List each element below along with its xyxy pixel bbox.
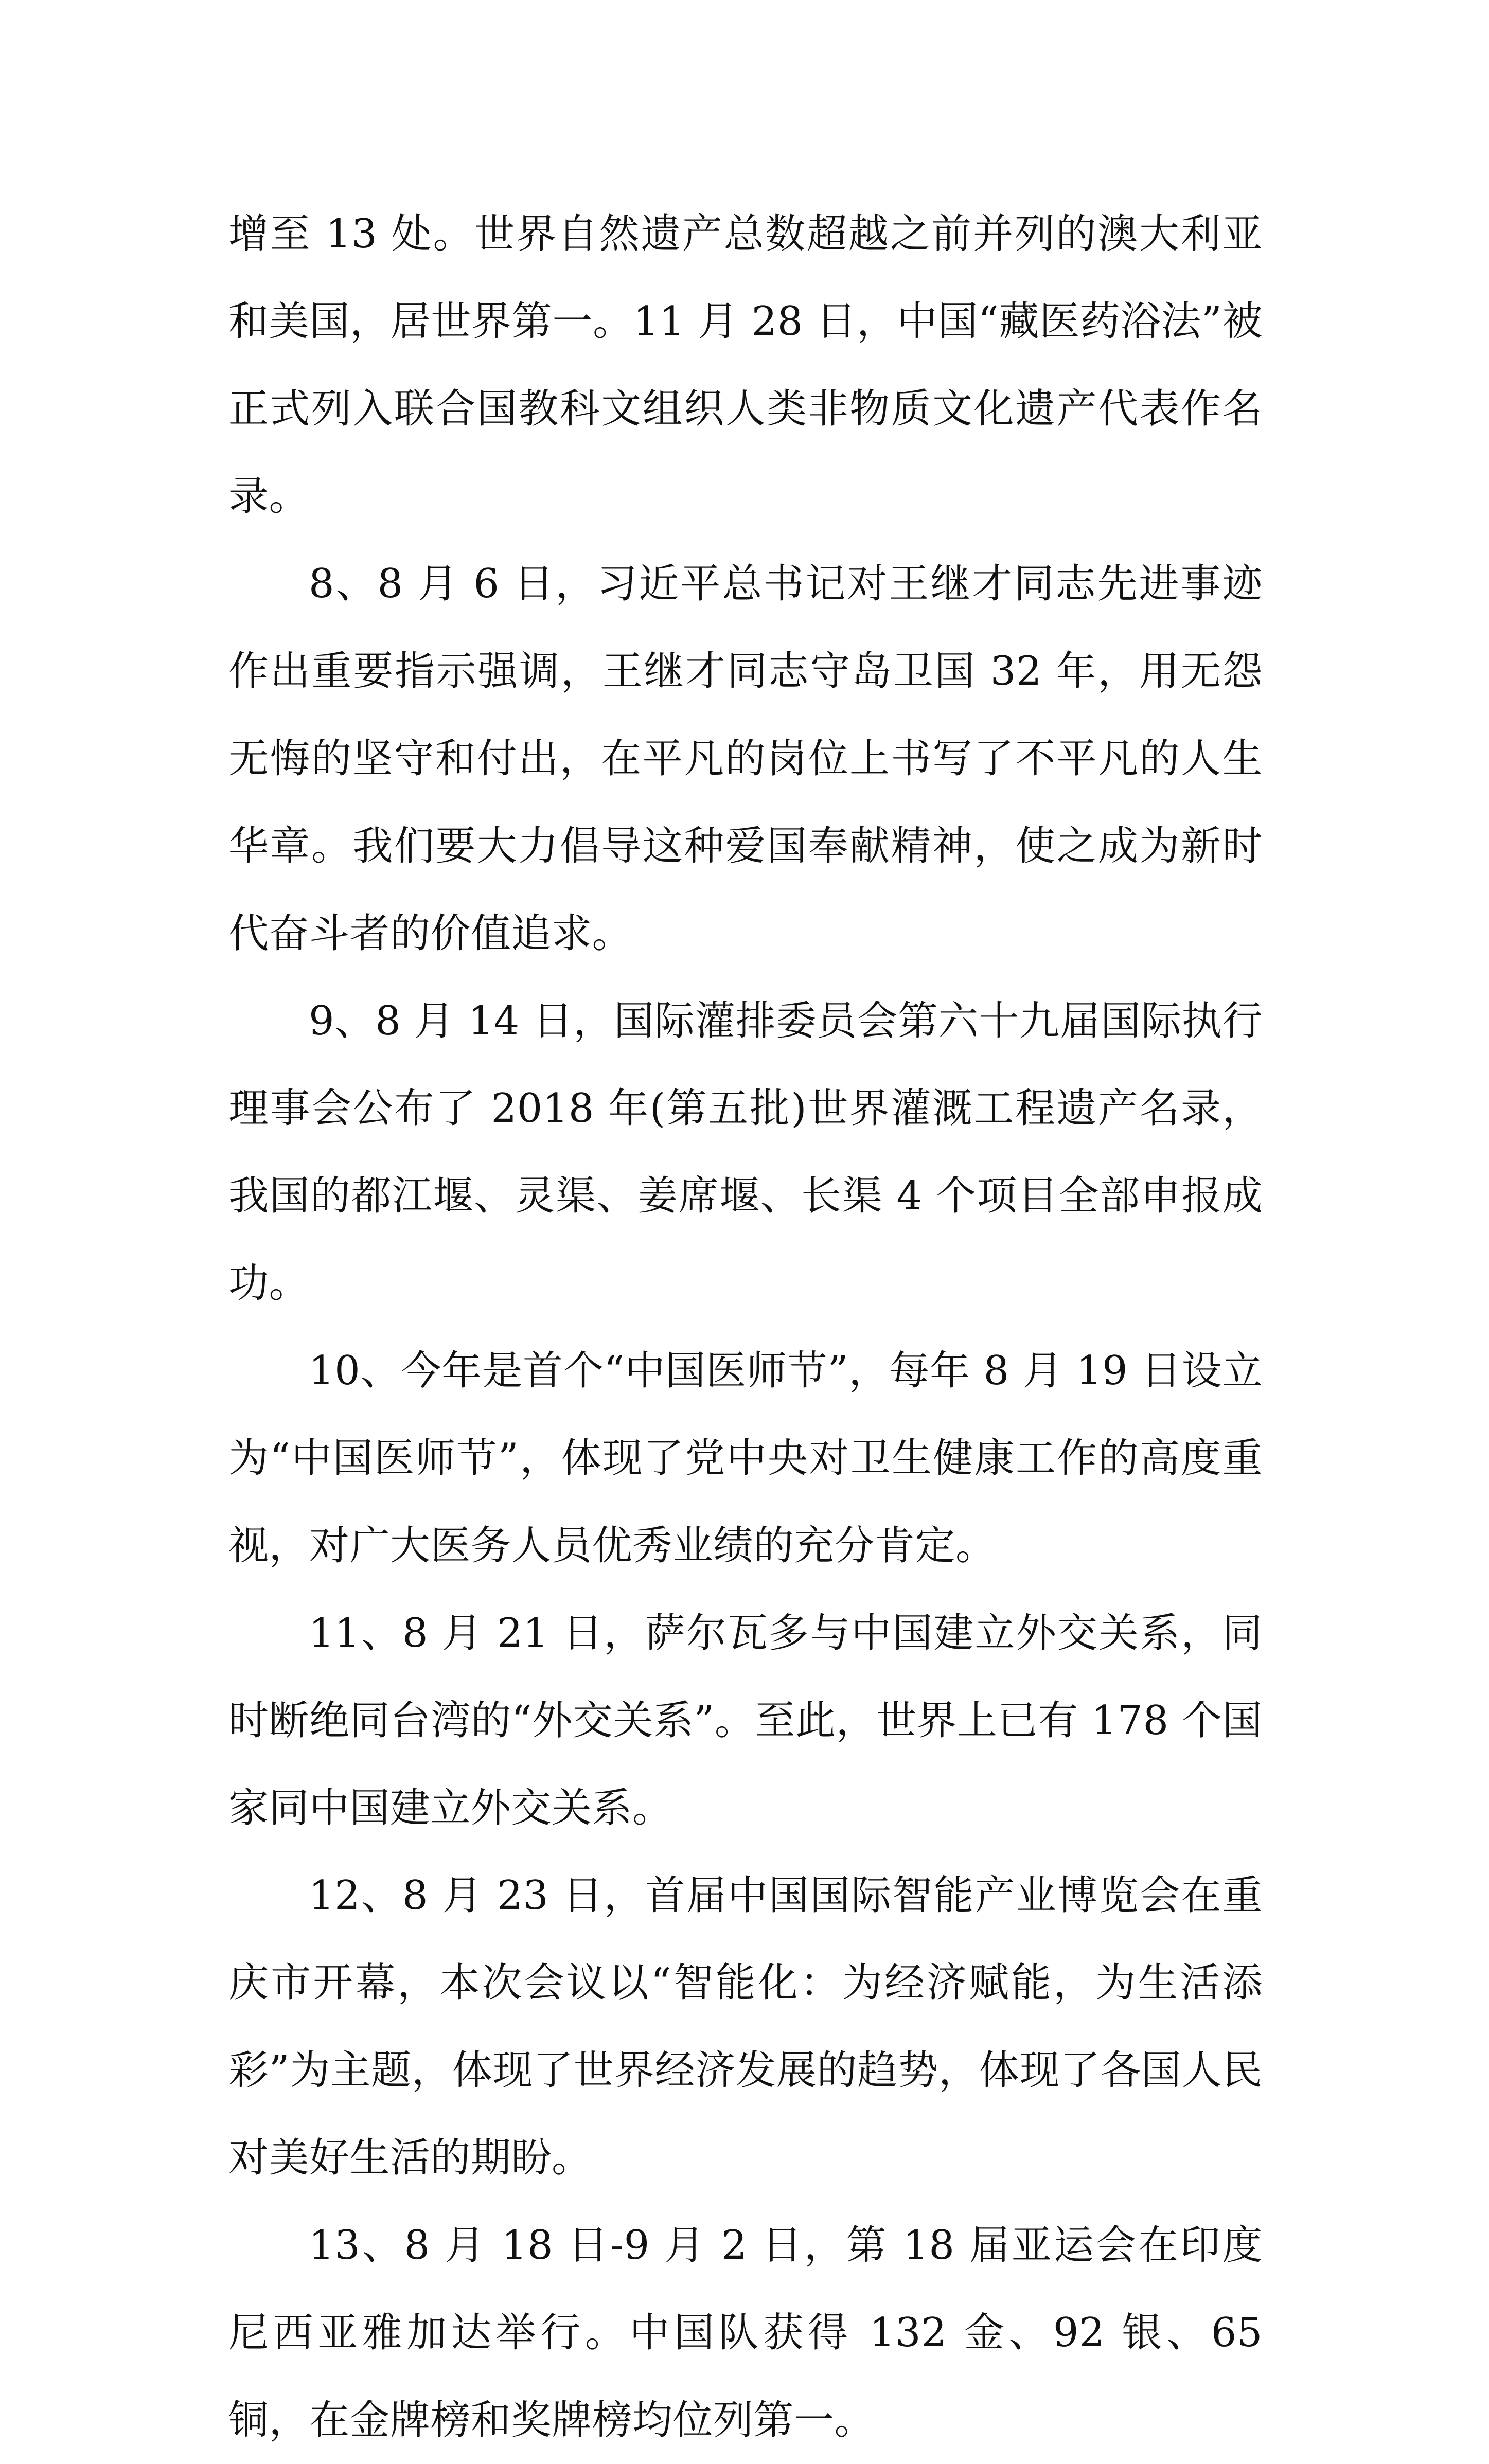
paragraph-item-9: 9、8 月 14 日，国际灌排委员会第六十九届国际执行理事会公布了 2018 年(第五批)世界灌溉工程遗产名录，我国的都江堰、灵渠、姜席堰、长渠 4 个项目全部申报成功。: [228, 998, 1263, 1307]
document-body: [228, 190, 1263, 2464]
paragraph-item-10: 10、今年是首个“中国医师节”，每年 8 月 19 日设立为“中国医师节”，体现了党中央对卫生健康工作的高度重视，对广大医务人员优秀业绩的充分肯定。: [228, 1348, 1263, 1569]
paragraph-continuation: 增至 13 处。世界自然遗产总数超越之前并列的澳大利亚和美国，居世界第一。11 月 28 日，中国“藏医药浴法”被正式列入联合国教科文组织人类非物质文化遗产代表作名录。: [228, 211, 1263, 520]
paragraph-item-8: 8、8 月 6 日，习近平总书记对王继才同志先进事迹作出重要指示强调，王继才同志守岛卫国 32 年，用无怨无悔的坚守和付出，在平凡的岗位上书写了不平凡的人生华章。我们要大力倡导这种爱国奉献精神，使之成为新时代奋斗者的价值追求。: [228, 561, 1263, 957]
paragraph-item-13: 13、8 月 18 日-9 月 2 日，第 18 届亚运会在印度尼西亚雅加达举行。中国队获得 132 金、92 银、65 铜，在金牌榜和奖牌榜均位列第一。: [228, 2222, 1263, 2443]
paragraph-item-11: 11、8 月 21 日，萨尔瓦多与中国建立外交关系，同时断绝同台湾的“外交关系”。至此，世界上已有 178 个国家同中国建立外交关系。: [228, 1610, 1263, 1831]
paragraph-item-12: 12、8 月 23 日，首届中国国际智能产业博览会在重庆市开幕，本次会议以“智能化：为经济赋能，为生活添彩”为主题，体现了世界经济发展的趋势，体现了各国人民对美好生活的期盼。: [228, 1872, 1263, 2181]
